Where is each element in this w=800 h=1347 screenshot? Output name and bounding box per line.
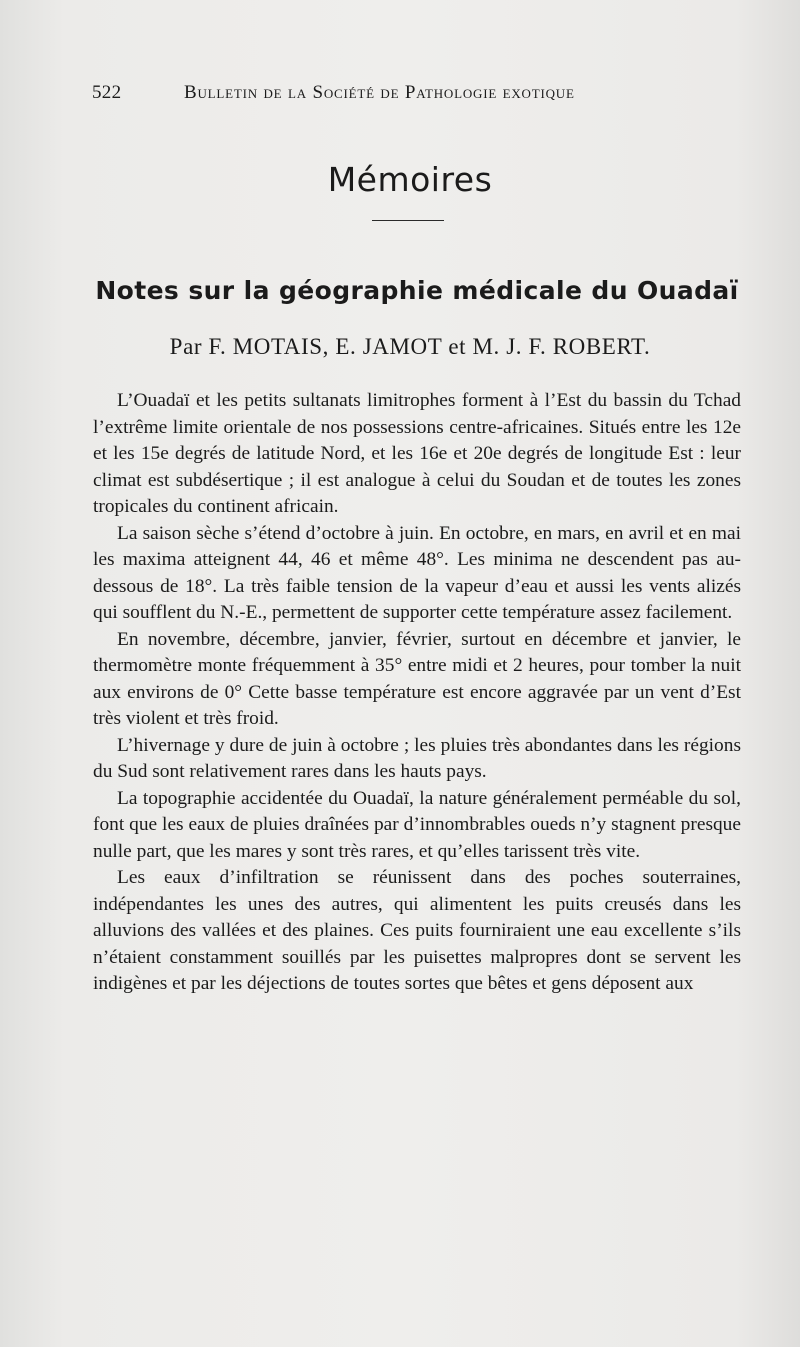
paragraph: L’Ouadaï et les petits sultanats limitrophes forment à l’Est du bassin du Tchad l’extrême limite orientale de nos possessions centre-africaines. Situés entre les 12e et les 15e degrés de latitude Nord, et les 16e et 20e degrés de longitude Est : leur climat est subdésertique ; il est analogue à celui du Soudan et de toutes les zones tropicales du continent africain. bbox=[93, 390, 741, 517]
paragraph: La saison sèche s’étend d’octobre à juin. En octobre, en mars, en avril et en mai les maxima atteignent 44, 46 et même 48°. Les minima ne descendent pas au-dessous de 18°. La très faible tension de la vapeur d’eau et aussi les vents alizés qui soufflent du N.-E., permettent de supporter cette température assez facilement. bbox=[93, 522, 741, 623]
article-body bbox=[93, 388, 741, 998]
page-number: 522 bbox=[92, 82, 122, 103]
section-divider bbox=[372, 220, 444, 221]
running-head bbox=[92, 82, 652, 110]
paragraph: La topographie accidentée du Ouadaï, la nature généralement perméable du sol, font que les eaux de pluies draînées par d’innombrables oueds n’y stagnent presque nulle part, que les mares y sont très rares, et qu’elles tarissent très vite. bbox=[93, 787, 741, 862]
paragraph: Les eaux d’infiltration se réunissent dans des poches souterraines, indépendantes les unes des autres, qui alimentent les puits creusés dans les alluvions des vallées et des plaines. Ces puits fourniraient une eau excellente s’ils n’étaient constamment souillés par les puisettes malpropres dont se servent les indigènes et par les déjections de toutes sortes que bêtes et gens déposent aux bbox=[93, 867, 741, 994]
paragraph: En novembre, décembre, janvier, février, surtout en décembre et janvier, le thermomètre monte fréquemment à 35° entre midi et 2 heures, pour tomber la nuit aux environs de 0° Cette basse température est encore aggravée par un vent d’Est très violent et très froid. bbox=[93, 628, 741, 729]
article-title: Notes sur la géographie médicale du Ouadaï bbox=[95, 276, 739, 305]
journal-title: Bulletin de la Société de Pathologie exotique bbox=[184, 82, 575, 103]
section-title: Mémoires bbox=[327, 160, 493, 199]
article-authors: Par F. MOTAIS, E. JAMOT et M. J. F. ROBERT. bbox=[169, 334, 651, 359]
paragraph: L’hivernage y dure de juin à octobre ; les pluies très abondantes dans les régions du Sud sont relativement rares dans les hauts pays. bbox=[93, 734, 741, 782]
